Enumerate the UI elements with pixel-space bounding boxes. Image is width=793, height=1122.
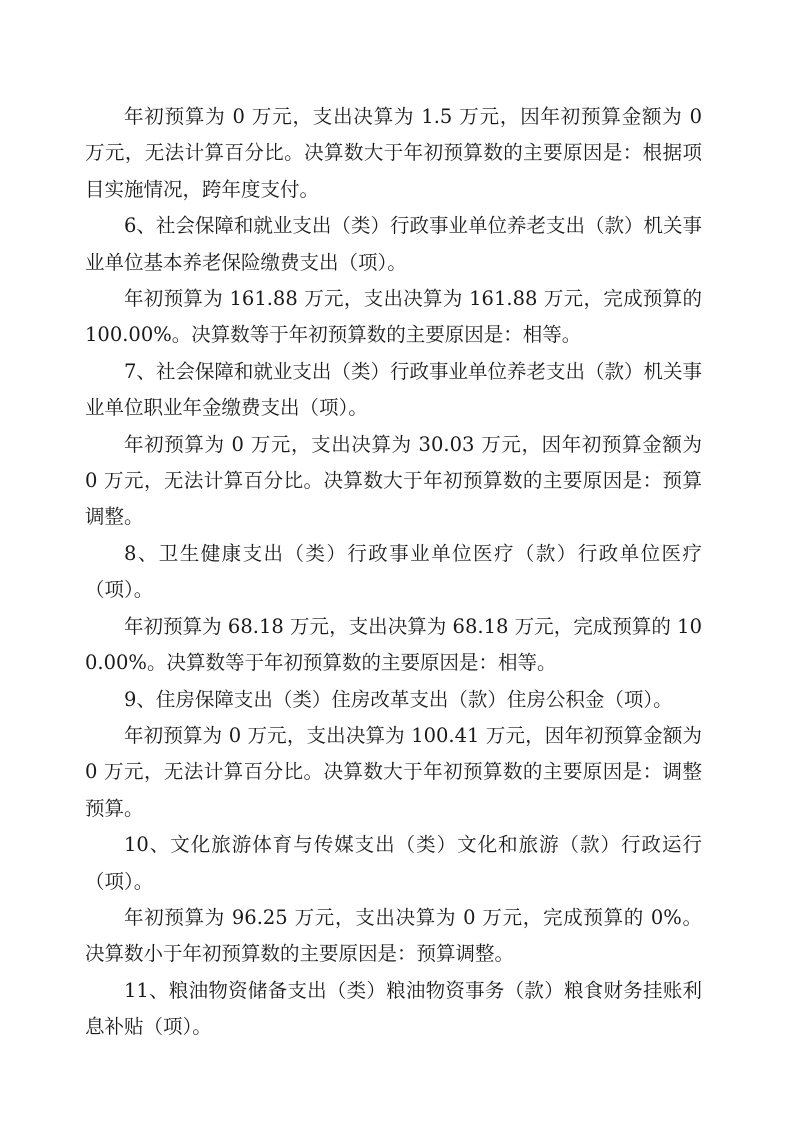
paragraph: 年初预算为 0 万元，支出决算为 30.03 万元，因年初预算金额为 0 万元，无法计算百分比。决算数大于年初预算数的主要原因是：预算调整。: [85, 432, 702, 529]
section-heading: 7、社会保障和就业支出（类）行政事业单位养老支出（款）机关事业单位职业年金缴费支出（项）。: [85, 359, 702, 420]
section-heading: 11、粮油物资储备支出（类）粮油物资事务（款）粮食财务挂账利息补贴（项）。: [85, 978, 702, 1039]
paragraph: 年初预算为 161.88 万元，支出决算为 161.88 万元，完成预算的 100.00%。决算数等于年初预算数的主要原因是：相等。: [85, 287, 702, 347]
section-heading: 6、社会保障和就业支出（类）行政事业单位养老支出（款）机关事业单位基本养老保险缴费支出（项）。: [85, 214, 702, 274]
paragraph: 年初预算为 0 万元，支出决算为 1.5 万元，因年初预算金额为 0 万元，无法计算百分比。决算数大于年初预算数的主要原因是：根据项目实施情况，跨年度支付。: [85, 105, 702, 201]
section-heading: 8、卫生健康支出（类）行政事业单位医疗（款）行政单位医疗（项）。: [85, 541, 702, 602]
paragraph: 年初预算为 96.25 万元，支出决算为 0 万元，完成预算的 0%。决算数小于年初预算数的主要原因是：预算调整。: [85, 905, 702, 966]
section-heading: 10、文化旅游体育与传媒支出（类）文化和旅游（款）行政运行（项）。: [85, 833, 702, 893]
document-body: [85, 99, 702, 1046]
paragraph: 年初预算为 68.18 万元，支出决算为 68.18 万元，完成预算的 100.00%。决算数等于年初预算数的主要原因是：相等。: [85, 614, 702, 675]
section-heading: 9、住房保障支出（类）住房改革支出（款）住房公积金（项）。: [124, 687, 673, 711]
paragraph: 年初预算为 0 万元，支出决算为 100.41 万元，因年初预算金额为 0 万元，无法计算百分比。决算数大于年初预算数的主要原因是：调整预算。: [85, 723, 702, 820]
